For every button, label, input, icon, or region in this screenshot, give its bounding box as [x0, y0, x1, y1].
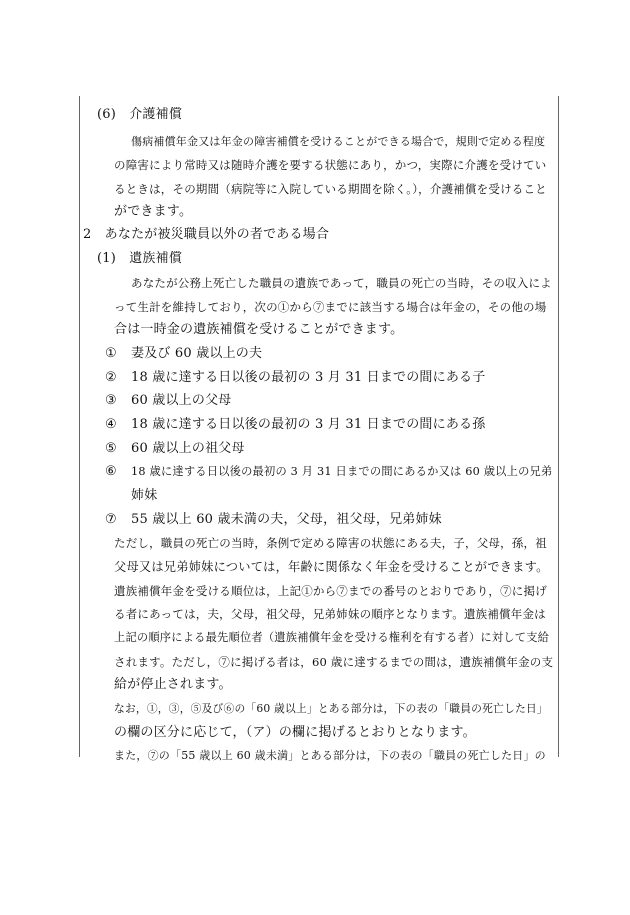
item-4-number: ④: [105, 417, 117, 432]
item-7-text: 55 歳以上 60 歳未満の夫，父母，祖父母，兄弟姉妹: [131, 512, 442, 527]
section-6-line-4: ができます。: [114, 204, 193, 219]
section-6-line-2: の障害により常時又は随時介護を要する状態にあり，かつ，実際に介護を受けてい: [114, 158, 547, 172]
para3-line-1: なお，①，③，⑤及び⑥の「60 歳以上」とある部分は，下の表の「職員の死亡した日」: [114, 702, 548, 715]
para1-line-1: ただし，職員の死亡の当時，条例で定める障害の状態にある夫，子，父母，孫，祖: [114, 536, 547, 550]
item-6-number: ⑥: [105, 464, 117, 479]
intro-line-3: 合は一時金の遺族補償を受けることができます。: [114, 322, 404, 337]
item-1-number: ①: [105, 346, 117, 361]
para3-line-2: の欄の区分に応じて，（ア）の欄に掲げるとおりとなります。: [114, 725, 476, 740]
section-6-line-1: 傷病補償年金又は年金の障害補償を受けることができる場合で，規則で定める程度: [131, 135, 546, 148]
item-7-number: ⑦: [105, 512, 117, 527]
intro-line-1: あなたが公務上死亡した職員の遺族であって，職員の死亡の当時，その収入によ: [131, 276, 552, 290]
section-6-heading: (6) 介護補償: [97, 107, 183, 122]
item-6-text: 18 歳に達する日以後の最初の 3 月 31 日までの間にあるか又は 60 歳以上の兄弟: [131, 465, 553, 478]
item-6-continuation: 姉妹: [131, 488, 158, 503]
section-6-line-3: るときは，その期間（病院等に入院している期間を除く。），介護補償を受けること: [114, 182, 547, 196]
item-3-text: 60 歳以上の父母: [131, 393, 232, 408]
item-5-number: ⑤: [105, 441, 117, 456]
item-1-text: 妻及び 60 歳以上の夫: [131, 346, 263, 361]
para2-line-3: 上記の順序による最先順位者（遺族補償年金を受ける権利を有する者）に対して支給: [114, 631, 550, 644]
item-2-text: 18 歳に達する日以後の最初の 3 月 31 日までの間にある子: [131, 370, 486, 385]
subsection-1-heading: (1) 遺族補償: [97, 251, 183, 266]
item-4-text: 18 歳に達する日以後の最初の 3 月 31 日までの間にある孫: [131, 417, 486, 432]
para2-line-2: る者にあっては，夫，父母，祖父母，兄弟姉妹の順序となります。遺族補償年金は: [114, 607, 546, 621]
intro-line-2: って生計を維持しており，次の①から⑦までに該当する場合は年金の，その他の場: [114, 300, 547, 314]
para1-line-2: 父母又は兄弟姉妹については，年齢に関係なく年金を受けることができます。: [114, 560, 549, 574]
para4-line-1: また，⑦の「55 歳以上 60 歳未満」とある部分は，下の表の「職員の死亡した日」の: [114, 749, 546, 762]
item-3-number: ③: [105, 393, 117, 408]
para2-line-1: 遺族補償年金を受ける順位は，上記①から⑦までの番号のとおりであり，⑦に掲げ: [114, 584, 547, 598]
item-5-text: 60 歳以上の祖父母: [131, 441, 245, 456]
item-2-number: ②: [105, 370, 117, 385]
para2-line-4: されます。ただし，⑦に掲げる者は，60 歳に達するまでの間は，遺族補償年金の支: [114, 655, 554, 669]
section-2-heading: 2 あなたが被災職員以外の者である場合: [83, 227, 330, 242]
para2-line-5: 給が停止されます。: [114, 677, 232, 692]
